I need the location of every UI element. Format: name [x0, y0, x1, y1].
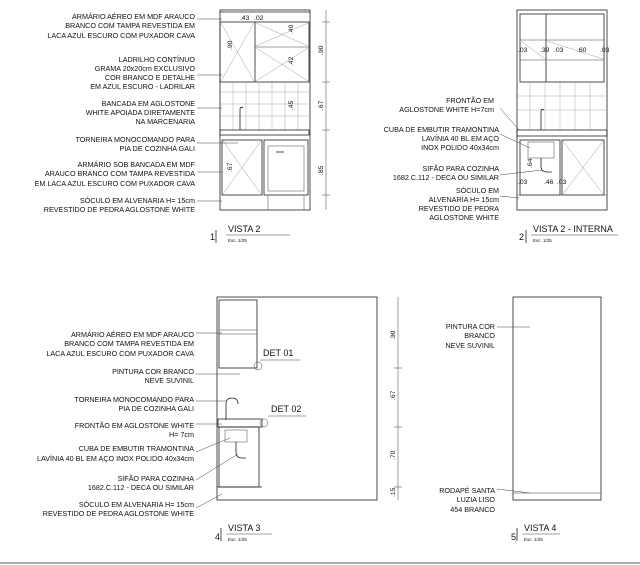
note: PINTURA COR BRANCO: [112, 367, 194, 376]
view-title-block: [215, 523, 272, 542]
note: COR BRANCO E DETALHE: [104, 73, 195, 82]
note: LAVÍNIA 40 BL EM AÇO: [421, 134, 499, 143]
dim-text: .02: [254, 15, 264, 22]
note: CUBA DE EMBUTIR TRAMONTINA: [383, 125, 499, 134]
note: LAVÍNIA 40 BL EM AÇO INOX POLIDO 40x34cm: [37, 454, 194, 463]
dim-text: .03: [600, 47, 610, 54]
note: EM LACA AZUL ESCURO COM PUXADOR CAVA: [34, 179, 195, 188]
appliance-niche: [264, 140, 308, 195]
dim-text: .40: [288, 24, 295, 34]
note: LACA AZUL ESCURO COM PUXADOR CAVA: [47, 31, 195, 40]
note: SÓCULO EM: [455, 186, 499, 195]
note: RODAPÉ SANTA: [439, 486, 495, 495]
wall-tiles-interna: [517, 82, 607, 130]
note: ARMÁRIO AÉREO EM MDF ARAUCO: [71, 12, 195, 21]
view-title: VISTA 3: [228, 523, 261, 533]
view-title-block: [519, 224, 618, 243]
detail-marker-02: [260, 419, 268, 427]
note: BRANCO COM TAMPA REVESTIDA EM: [64, 339, 194, 348]
view-scale: Esc. 1/25: [524, 537, 543, 542]
leader-lines: [497, 327, 530, 493]
view-number: 2: [519, 232, 525, 242]
sink-bowl: [225, 430, 247, 442]
dim-text: .03: [518, 47, 528, 54]
countertop: [517, 130, 607, 136]
dim-text: .60: [577, 47, 587, 54]
note: WHITE APOIADA DIRETAMENTE: [85, 108, 195, 117]
note: CUBA DE EMBUTIR TRAMONTINA: [78, 444, 194, 453]
note: AGLOSTONE WHITE: [429, 213, 499, 222]
note: PINTURA COR: [445, 322, 495, 331]
dim-text: .03: [518, 179, 528, 186]
note: LADRILHO CONTÍNUO: [118, 55, 195, 64]
note: 1682.C.112 - DECA OU SIMILAR: [392, 173, 499, 182]
note: ALVENARIA H= 15cm: [428, 195, 499, 204]
note: BANCADA EM AGLOSTONE: [101, 99, 195, 108]
note: FRONTÃO EM AGLOSTONE WHITE: [74, 421, 194, 430]
detail-label-02: DET 02: [271, 404, 302, 414]
view-title: VISTA 4: [524, 523, 557, 533]
note: GRAMA 20x20cm EXCLUSIVO: [94, 64, 195, 73]
note: NEVE SUVINIL: [445, 341, 495, 350]
countertop-side: [218, 419, 262, 427]
note: FRONTÃO EM: [446, 96, 494, 105]
faucet: [240, 107, 243, 130]
view-title: VISTA 2: [228, 224, 261, 234]
view-title-block: [210, 224, 290, 243]
vista-2-outline: [220, 10, 310, 210]
note: BRANCO COM TAMPA REVESTIDA EM: [65, 21, 195, 30]
note: AGLOSTONE WHITE H=7cm: [399, 105, 494, 114]
note: REVESTIDO DE PEDRA AGLOSTONE WHITE: [43, 205, 195, 214]
view-vista-4: [439, 297, 601, 542]
view-vista-2: [35, 10, 330, 243]
dim-text: .90: [318, 45, 325, 55]
faucet: [226, 398, 238, 420]
note: SIFÃO PARA COZINHA: [117, 474, 194, 483]
dim-text: .15: [390, 487, 397, 497]
note: ARAUCO BRANCO COM TAMPA REVESTIDA: [44, 169, 195, 178]
dim-text: .46: [544, 179, 554, 186]
countertop: [220, 130, 309, 135]
note: REVESTIDO DE PEDRA AGLOSTONE WHITE: [42, 509, 194, 518]
view-scale: Esc. 1/25: [228, 238, 247, 243]
faucet: [541, 109, 544, 130]
vista-4-notes: [439, 322, 495, 514]
note: ARMÁRIO AÉREO EM MDF ARAUCO: [70, 330, 194, 339]
dim-text: .39: [540, 47, 550, 54]
vista-2-interna-notes: [384, 96, 500, 222]
siphon: [236, 442, 246, 458]
note: LUZIA LISO: [456, 495, 495, 504]
dim-text: .64: [527, 158, 534, 168]
note: TORNEIRA MONOCOMANDO PARA: [75, 135, 195, 144]
dim-text: .67: [390, 390, 397, 400]
note: LACA AZUL ESCURO COM PUXADOR CAVA: [46, 349, 194, 358]
wall-tiles: [220, 82, 309, 130]
vista-3-wall: [217, 297, 377, 500]
note: SIFÃO PARA COZINHA: [422, 164, 499, 173]
dim-text: .03: [554, 47, 564, 54]
sink-bowl: [528, 142, 554, 158]
detail-label-01: DET 01: [263, 348, 294, 358]
note: PIA DE COZINHA GALI: [118, 404, 194, 413]
note: NEVE SUVINIL: [144, 376, 194, 385]
view-title-block: [511, 523, 560, 542]
view-scale: Esc. 1/25: [533, 238, 552, 243]
dim-text: .85: [318, 165, 325, 175]
note: 454 BRANCO: [450, 505, 495, 514]
dim-text: .90: [227, 40, 234, 50]
view-number: 4: [215, 532, 221, 542]
note: PIA DE COZINHA GALI: [119, 144, 195, 153]
view-number: 5: [511, 532, 517, 542]
dim-text: .67: [318, 100, 325, 110]
dim-text: .43: [240, 15, 250, 22]
note: H= 7cm: [169, 430, 194, 439]
note: SÓCULO EM ALVENARIA H= 15cm: [79, 196, 195, 205]
siphon: [541, 158, 552, 172]
dim-text: .03: [557, 179, 567, 186]
detail-marker-01: [254, 362, 262, 370]
dim-text: .90: [390, 330, 397, 340]
dim-text: .70: [390, 450, 397, 460]
dim-text: .45: [288, 100, 295, 110]
note: 1682.C.112 - DECA OU SIMILAR: [87, 483, 194, 492]
view-vista-2-interna: [384, 10, 618, 243]
note: SÓCULO EM ALVENARIA H= 15cm: [78, 500, 194, 509]
note: REVESTIDO DE PEDRA: [418, 204, 499, 213]
dim-text: .42: [288, 56, 295, 66]
note: ARMÁRIO SOB BANCADA EM MDF: [77, 160, 195, 169]
note: EM AZUL ESCURO - LADRILAR: [90, 82, 195, 91]
vista-4-wall: [513, 297, 601, 500]
vista-2-notes: [35, 12, 196, 214]
note: NA MARCENARIA: [135, 117, 195, 126]
view-number: 1: [210, 232, 216, 242]
note: TORNEIRA MONOCOMANDO PARA: [74, 395, 194, 404]
note: INOX POLIDO 40x34cm: [421, 143, 499, 152]
view-vista-3: [37, 297, 402, 542]
view-scale: Esc. 1/25: [228, 537, 247, 542]
vista-3-notes: [37, 330, 194, 518]
dim-text: .67: [227, 162, 234, 172]
view-title: VISTA 2 - INTERNA: [533, 224, 613, 234]
note: BRANCO: [464, 331, 495, 340]
